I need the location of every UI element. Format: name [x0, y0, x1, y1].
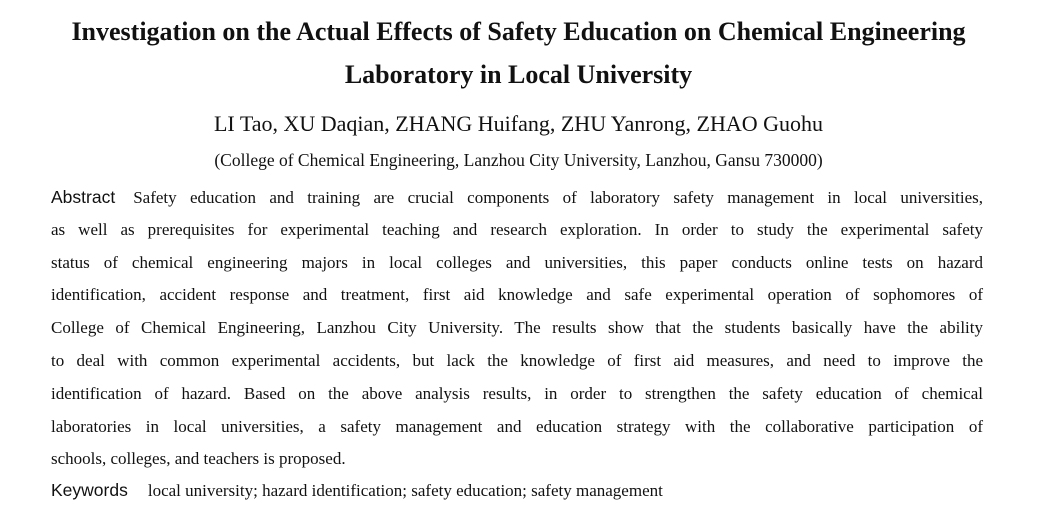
abstract-line: status of chemical engineering majors in local colleges and universities, this paper conducts online tests on hazard	[51, 252, 983, 272]
abstract-line: identification of hazard. Based on the above analysis results, in order to strengthen the safety education of chemical	[51, 383, 983, 403]
abstract-text: Safety education and training are crucial components of laboratory safety management in local universities,	[133, 188, 983, 207]
abstract-line: College of Chemical Engineering, Lanzhou City University. The results show that the students basically have the ability	[51, 318, 983, 338]
abstract-line	[51, 181, 983, 214]
abstract-line: as well as prerequisites for experimental teaching and research exploration. In order to study the experimental safety	[51, 219, 983, 239]
author-list: LI Tao, XU Daqian, ZHANG Huifang, ZHU Yanrong, ZHAO Guohu	[213, 111, 824, 136]
keywords-section	[51, 474, 663, 506]
abstract-label: Abstract	[51, 187, 116, 207]
keywords-label: Keywords	[51, 480, 128, 500]
abstract-line: schools, colleges, and teachers is proposed.	[51, 449, 346, 469]
abstract-line: identification, accident response and treatment, first aid knowledge and safe experimental operation of sophomores of	[51, 285, 983, 305]
abstract-line: laboratories in local universities, a safety management and education strategy with the collaborative participation of	[51, 416, 983, 436]
paper-title-line-1: Investigation on the Actual Effects of Safety Education on Chemical Engineering	[71, 17, 966, 46]
paper-title-line-2: Laboratory in Local University	[344, 60, 693, 89]
keywords-text: local university; hazard identification; safety education; safety management	[147, 481, 663, 500]
abstract-line: to deal with common experimental accidents, but lack the knowledge of first aid measures, and need to improve the	[51, 350, 983, 370]
abstract-section	[51, 181, 983, 476]
affiliation: (College of Chemical Engineering, Lanzhou City University, Lanzhou, Gansu 730000)	[214, 150, 823, 170]
